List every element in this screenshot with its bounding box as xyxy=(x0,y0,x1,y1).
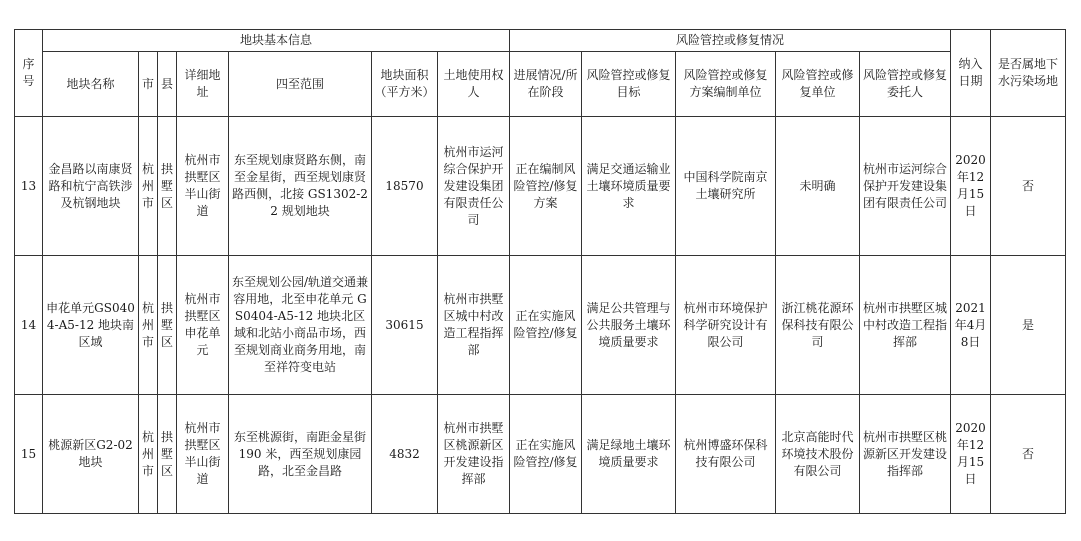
cell-repair-unit: 未明确 xyxy=(776,117,860,256)
cell-plan-unit: 杭州市环境保护科学研究设计有限公司 xyxy=(676,256,776,395)
header-group-risk: 风险管控或修复情况 xyxy=(510,30,951,52)
cell-address: 杭州市拱墅区申花单元 xyxy=(177,256,229,395)
header-progress: 进展情况/所在阶段 xyxy=(510,52,582,117)
header-boundary: 四至范围 xyxy=(229,52,372,117)
header-city: 市 xyxy=(139,52,158,117)
header-repair-unit: 风险管控或修复单位 xyxy=(776,52,860,117)
header-target: 风险管控或修复目标 xyxy=(582,52,676,117)
header-date: 纳入日期 xyxy=(951,30,991,117)
cell-name: 金昌路以南康贤路和杭宁高铁涉及杭钢地块 xyxy=(43,117,139,256)
cell-area: 4832 xyxy=(372,395,438,514)
cell-progress: 正在实施风险管控/修复 xyxy=(510,395,582,514)
cell-address: 杭州市拱墅区半山街道 xyxy=(177,395,229,514)
table-row xyxy=(15,256,1066,395)
cell-groundwater: 否 xyxy=(991,117,1066,256)
cell-county: 拱墅区 xyxy=(158,395,177,514)
header-address: 详细地址 xyxy=(177,52,229,117)
header-group-basic: 地块基本信息 xyxy=(43,30,510,52)
cell-city: 杭州市 xyxy=(139,256,158,395)
cell-progress: 正在编制风险管控/修复方案 xyxy=(510,117,582,256)
cell-client: 杭州市拱墅区城中村改造工程指挥部 xyxy=(860,256,951,395)
cell-area: 18570 xyxy=(372,117,438,256)
cell-boundary: 东至规划公园/轨道交通兼容用地，北至申花单元 GS0404-A5-12 地块北区域和北站小商品市场，西至规划商业商务用地，南至祥符变电站 xyxy=(229,256,372,395)
cell-client: 杭州市拱墅区桃源新区开发建设指挥部 xyxy=(860,395,951,514)
cell-repair-unit: 浙江桃花源环保科技有限公司 xyxy=(776,256,860,395)
header-row-groups xyxy=(15,30,1066,52)
header-plan-unit: 风险管控或修复方案编制单位 xyxy=(676,52,776,117)
cell-groundwater: 是 xyxy=(991,256,1066,395)
header-seq: 序号 xyxy=(15,30,43,117)
cell-boundary: 东至桃源街，南距金星街 190 米，西至规划康园路，北至金昌路 xyxy=(229,395,372,514)
header-name: 地块名称 xyxy=(43,52,139,117)
cell-progress: 正在实施风险管控/修复 xyxy=(510,256,582,395)
cell-seq: 13 xyxy=(15,117,43,256)
cell-owner: 杭州市拱墅区城中村改造工程指挥部 xyxy=(438,256,510,395)
cell-county: 拱墅区 xyxy=(158,117,177,256)
cell-date: 2021年4月8日 xyxy=(951,256,991,395)
cell-owner: 杭州市运河综合保护开发建设集团有限责任公司 xyxy=(438,117,510,256)
header-row-columns xyxy=(15,52,1066,117)
cell-target: 满足公共管理与公共服务土壤环境质量要求 xyxy=(582,256,676,395)
cell-name: 申花单元GS0404-A5-12 地块南区域 xyxy=(43,256,139,395)
header-county: 县 xyxy=(158,52,177,117)
table-row xyxy=(15,395,1066,514)
cell-owner: 杭州市拱墅区桃源新区开发建设指挥部 xyxy=(438,395,510,514)
cell-plan-unit: 杭州博盛环保科技有限公司 xyxy=(676,395,776,514)
site-table xyxy=(14,29,1066,514)
cell-repair-unit: 北京高能时代环境技术股份有限公司 xyxy=(776,395,860,514)
header-groundwater: 是否属地下水污染场地 xyxy=(991,30,1066,117)
cell-date: 2020年12月15日 xyxy=(951,117,991,256)
cell-county: 拱墅区 xyxy=(158,256,177,395)
cell-area: 30615 xyxy=(372,256,438,395)
cell-boundary: 东至规划康贤路东侧，南至金星街，西至规划康贤路西侧，北接 GS1302-22 规划地块 xyxy=(229,117,372,256)
cell-target: 满足绿地土壤环境质量要求 xyxy=(582,395,676,514)
cell-city: 杭州市 xyxy=(139,117,158,256)
cell-client: 杭州市运河综合保护开发建设集团有限责任公司 xyxy=(860,117,951,256)
cell-groundwater: 否 xyxy=(991,395,1066,514)
header-owner: 土地使用权人 xyxy=(438,52,510,117)
cell-target: 满足交通运输业土壤环境质量要求 xyxy=(582,117,676,256)
cell-address: 杭州市拱墅区半山街道 xyxy=(177,117,229,256)
cell-seq: 14 xyxy=(15,256,43,395)
cell-city: 杭州市 xyxy=(139,395,158,514)
cell-plan-unit: 中国科学院南京土壤研究所 xyxy=(676,117,776,256)
header-area: 地块面积（平方米） xyxy=(372,52,438,117)
cell-name: 桃源新区G2-02 地块 xyxy=(43,395,139,514)
cell-seq: 15 xyxy=(15,395,43,514)
header-client: 风险管控或修复委托人 xyxy=(860,52,951,117)
cell-date: 2020年12月15日 xyxy=(951,395,991,514)
table-row xyxy=(15,117,1066,256)
